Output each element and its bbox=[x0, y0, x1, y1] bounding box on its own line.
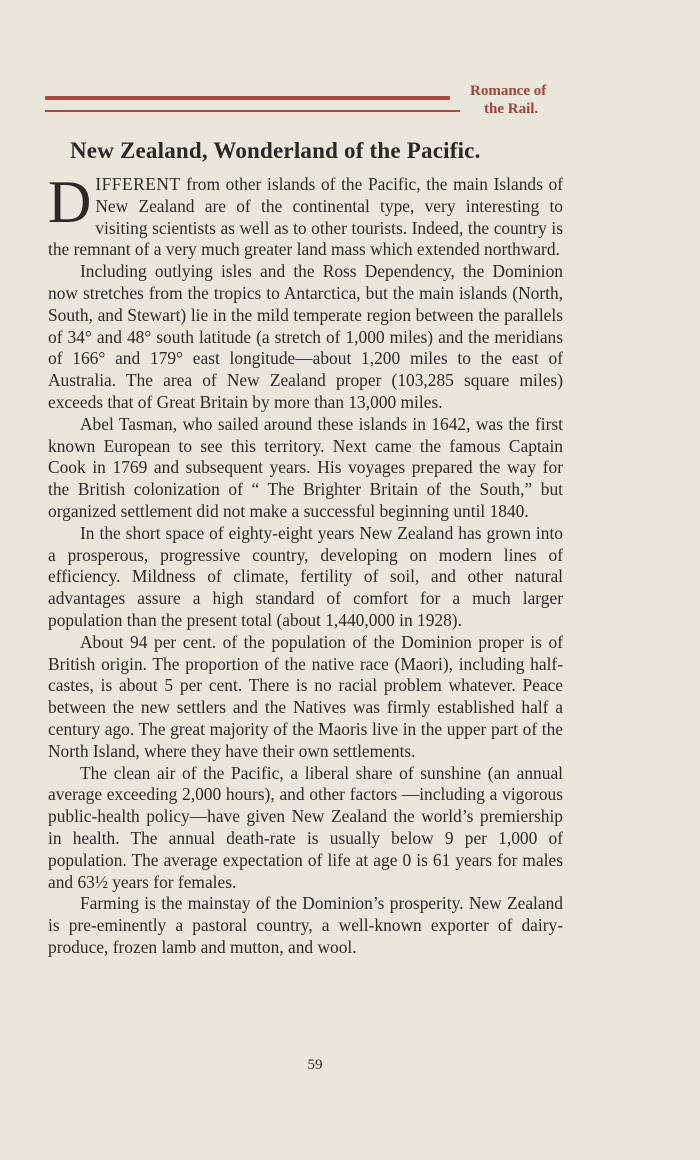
header-rule-thick bbox=[45, 96, 450, 100]
drop-cap: D bbox=[48, 169, 92, 235]
paragraph-4: In the short space of eighty-eight years New Zealand has grown into a prosperous, progressive country, developing on modern lines of efficiency. Mildness of climate, fertility of soil, and other natural advantages assure a high standard of comfort for a much larger population than the present total (about 1,440,000 in 1928). bbox=[48, 522, 563, 630]
running-header-line2: the Rail. bbox=[484, 101, 539, 117]
paragraph-7: Farming is the mainstay of the Dominion’s prosperity. New Zealand is pre-eminently a pastoral country, a well-known exporter of dairy-produce, frozen lamb and mutton, and wool. bbox=[48, 893, 563, 957]
paragraph-3: Abel Tasman, who sailed around these islands in 1642, was the first known European to see this territory. Next came the famous Captain Cook in 1769 and subsequent years. His voyages prepared the way for the British colonization of “ The Brighter Britain of the South,” but organized settlement did not make a successful beginning until 1840. bbox=[48, 413, 563, 521]
header-rule-thin bbox=[45, 110, 460, 112]
paragraph-1-lead: IFFERENT bbox=[95, 174, 181, 194]
running-header-line1: Romance of bbox=[470, 83, 547, 99]
running-header bbox=[470, 82, 546, 118]
header-rules bbox=[45, 96, 460, 118]
paragraph-5: About 94 per cent. of the population of the Dominion proper is of British origin. The proportion of the native race (Maori), including half-castes, is about 5 per cent. There is no racial problem whatever. Peace between the new settlers and the Natives was firmly established half a century ago. The great majority of the Maoris live in the upper part of the North Island, where they have their own settlements. bbox=[48, 631, 563, 761]
page-number: 59 bbox=[307, 1057, 323, 1073]
chapter-title: New Zealand, Wonderland of the Pacific. bbox=[70, 138, 481, 163]
paragraph-1-text: from other islands of the Pacific, the main Islands of New Zealand are of the continental type, very interesting to visiting scientists as well as to other tourists. Indeed, the country is the remnant of a very much greater land mass which extended northward. bbox=[48, 174, 563, 260]
paragraph-6: The clean air of the Pacific, a liberal share of sunshine (an annual average exceeding 2,000 hours), and other factors —including a vigorous public-health policy—have given New Zealand the world’s premiership in health. The annual death-rate is usually below 9 per 1,000 of population. The average expectation of life at age 0 is 61 years for males and 63½ years for females. bbox=[48, 762, 563, 892]
paragraph-2: Including outlying isles and the Ross Dependency, the Dominion now stretches from the tropics to Antarctica, but the main islands (North, South, and Stewart) lie in the mild temperate region between the parallels of 34° and 48° south latitude (a stretch of 1,000 miles) and the meridians of 166° and 179° east longitude—about 1,200 miles to the east of Australia. The area of New Zealand proper (103,285 square miles) exceeds that of Great Britain by more than 13,000 miles. bbox=[48, 261, 563, 412]
body-text bbox=[48, 169, 563, 959]
paragraph-1 bbox=[48, 169, 563, 261]
